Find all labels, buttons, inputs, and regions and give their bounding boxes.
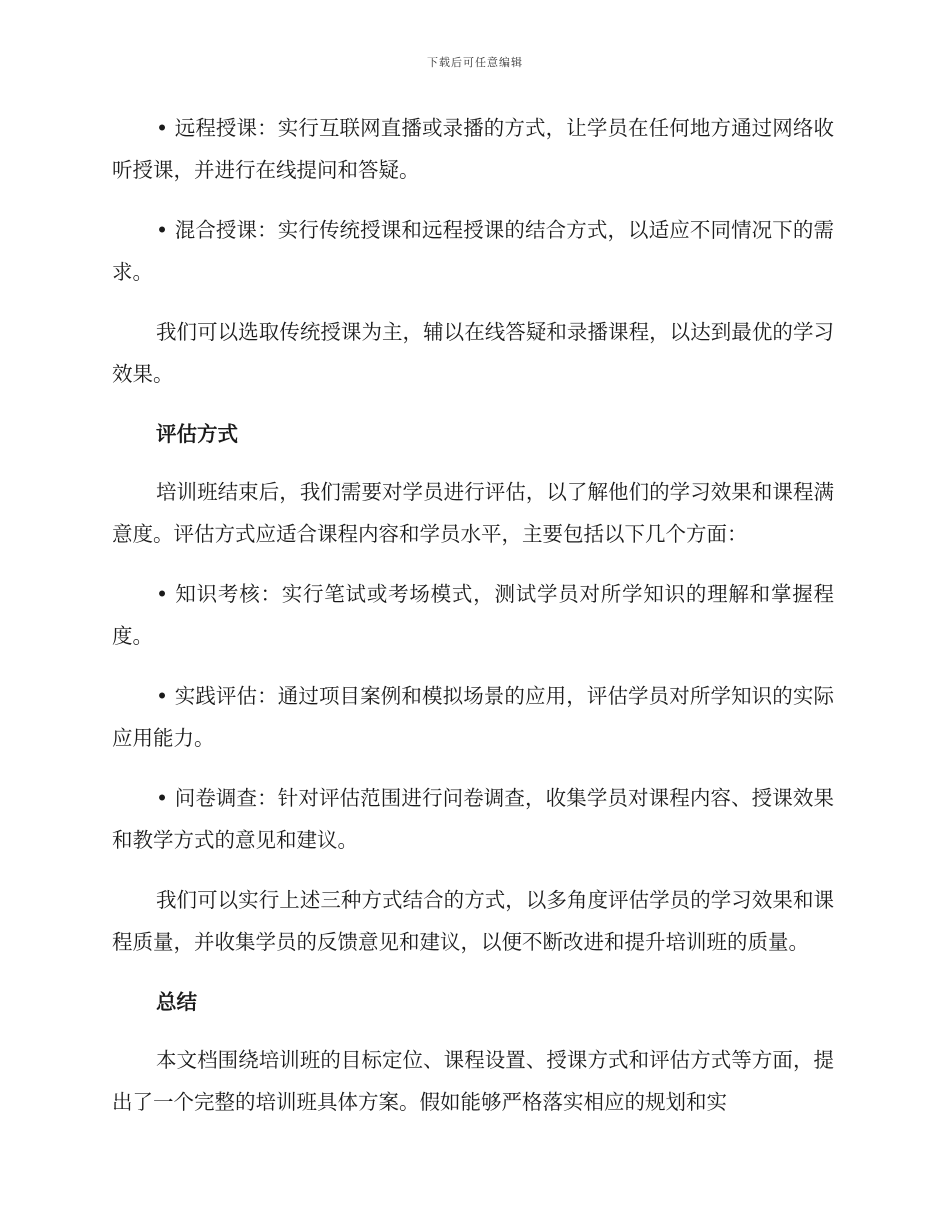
section-heading-summary: 总结 (156, 990, 197, 1014)
paragraph-knowledge-test: • 知识考核：实行笔试或考场模式，测试学员对所学知识的理解和掌握程度。 (112, 582, 834, 648)
paragraph-summary: 本文档围绕培训班的目标定位、课程设置、授课方式和评估方式等方面，提出了一个完整的培训班具体方案。假如能够严格落实相应的规划和实 (112, 1048, 834, 1114)
paragraph-evaluation-intro: 培训班结束后，我们需要对学员进行评估，以了解他们的学习效果和课程满意度。评估方式应适合课程内容和学员水平，主要包括以下几个方面： (112, 480, 834, 546)
section-heading-evaluation: 评估方式 (156, 422, 238, 446)
document-body (112, 107, 834, 1141)
paragraph-questionnaire: • 问卷调查：针对评估范围进行问卷调查，收集学员对课程内容、授课效果和教学方式的意见和建议。 (112, 786, 834, 852)
paragraph-evaluation-combined: 我们可以实行上述三种方式结合的方式，以多角度评估学员的学习效果和课程质量，并收集学员的反馈意见和建议，以便不断改进和提升培训班的质量。 (112, 888, 834, 954)
page-header: 下载后可任意编辑 (427, 56, 523, 69)
paragraph-hybrid-teaching: • 混合授课：实行传统授课和远程授课的结合方式，以适应不同情况下的需求。 (112, 218, 834, 284)
paragraph-remote-teaching: • 远程授课：实行互联网直播或录播的方式，让学员在任何地方通过网络收听授课，并进行在线提问和答疑。 (112, 116, 834, 182)
paragraph-practice-evaluation: • 实践评估：通过项目案例和模拟场景的应用，评估学员对所学知识的实际应用能力。 (112, 684, 834, 750)
paragraph-teaching-choice: 我们可以选取传统授课为主，辅以在线答疑和录播课程，以达到最优的学习效果。 (112, 320, 834, 386)
